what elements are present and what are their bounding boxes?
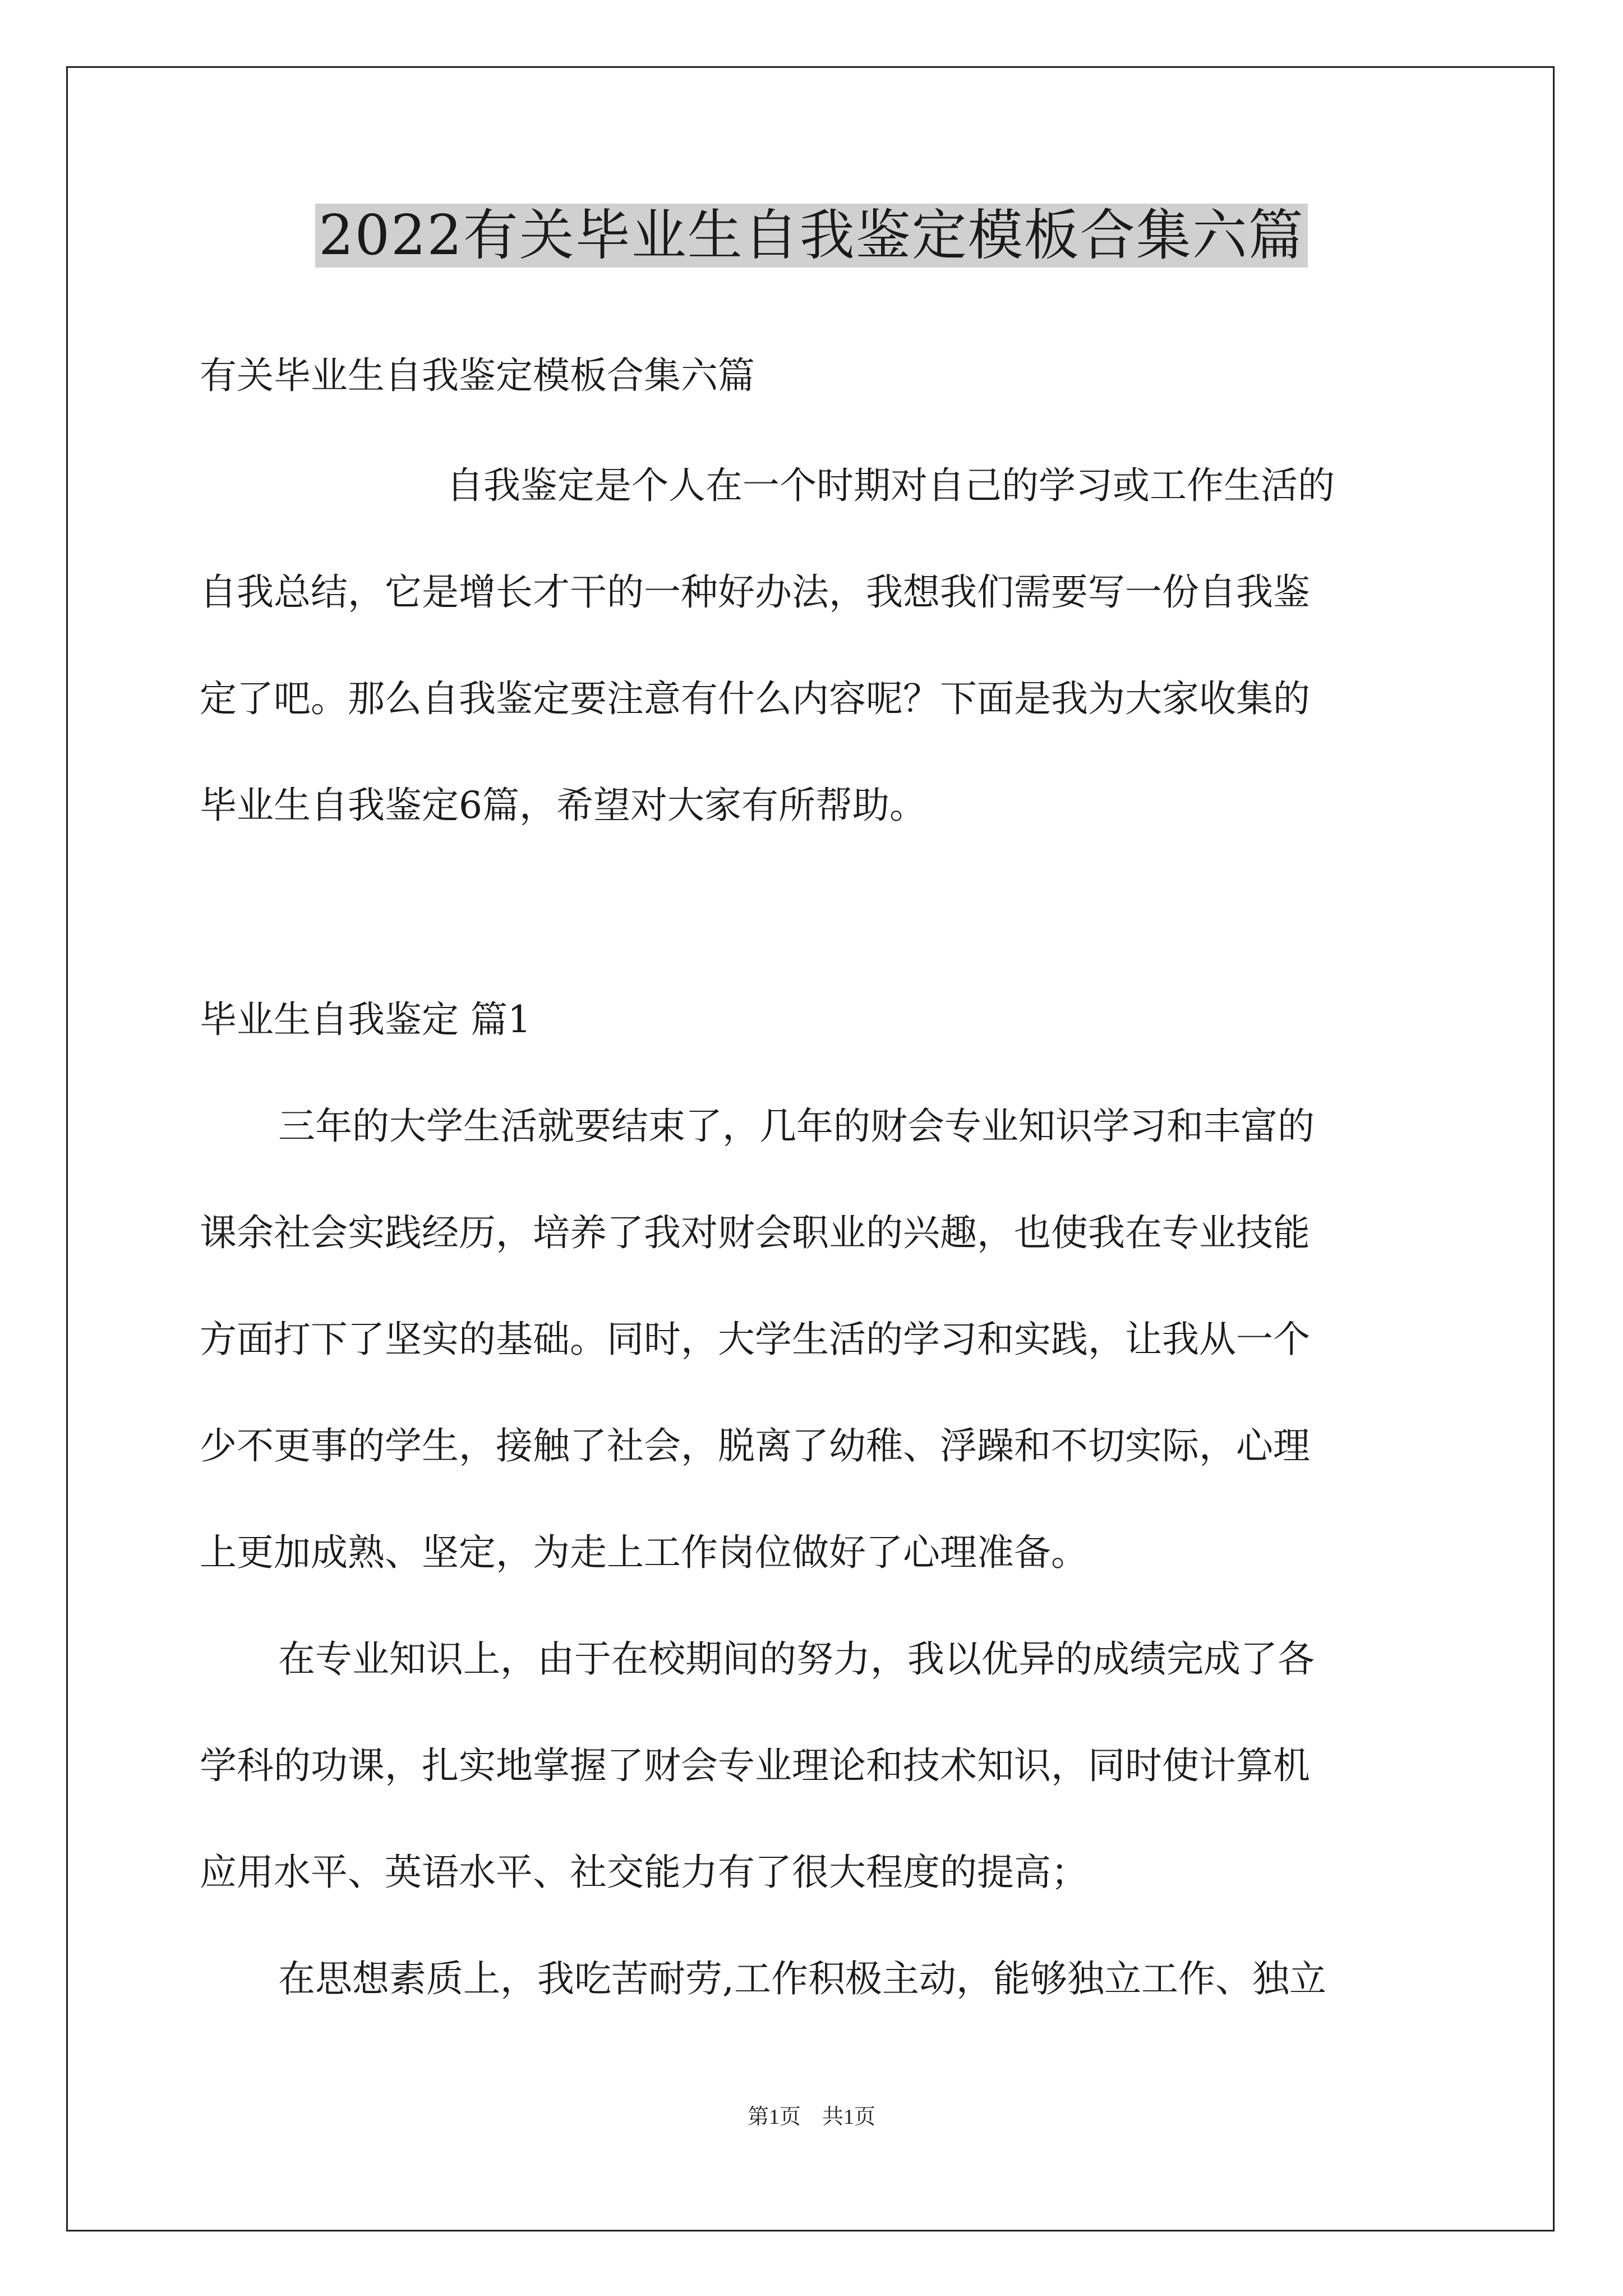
paragraph-line: 毕业生自我鉴定6篇，希望对大家有所帮助。	[200, 784, 926, 827]
paragraph-line: 上更加成熟、坚定，为走上工作岗位做好了心理准备。	[200, 1531, 1088, 1574]
paragraph-line: 自我总结，它是增长才干的一种好办法，我想我们需要写一份自我鉴	[200, 570, 1310, 614]
paragraph-line: 课余社会实践经历，培养了我对财会职业的兴趣，也使我在专业技能	[200, 1211, 1310, 1254]
section-heading: 毕业生自我鉴定 篇1	[200, 998, 531, 1041]
paragraph-line: 少不更事的学生，接触了社会，脱离了幼稚、浮躁和不切实际，心理	[200, 1424, 1310, 1467]
paragraph-line: 在思想素质上，我吃苦耐劳,工作积极主动，能够独立工作、独立	[278, 1957, 1326, 2000]
subtitle-line: 有关毕业生自我鉴定模板合集六篇	[200, 354, 755, 397]
paragraph-line: 定了吧。那么自我鉴定要注意有什么内容呢？下面是我为大家收集的	[200, 677, 1310, 720]
paragraph-line: 三年的大学生活就要结束了，几年的财会专业知识学习和丰富的	[278, 1105, 1315, 1148]
page-footer: 第1页 共1页	[747, 2105, 875, 2129]
document-title	[0, 191, 1623, 280]
paragraph-line: 应用水平、英语水平、社交能力有了很大程度的提高；	[200, 1851, 1088, 1894]
paragraph-line: 方面打下了坚实的基础。同时，大学生活的学习和实践，让我从一个	[200, 1318, 1310, 1361]
paragraph-line: 自我鉴定是个人在一个时期对自己的学习或工作生活的	[446, 464, 1335, 507]
document-title-text: 2022有关毕业生自我鉴定模板合集六篇	[315, 204, 1307, 268]
paragraph-line: 学科的功课，扎实地掌握了财会专业理论和技术知识，同时使计算机	[200, 1744, 1310, 1787]
paragraph-line: 在专业知识上，由于在校期间的努力，我以优异的成绩完成了各	[278, 1637, 1315, 1681]
